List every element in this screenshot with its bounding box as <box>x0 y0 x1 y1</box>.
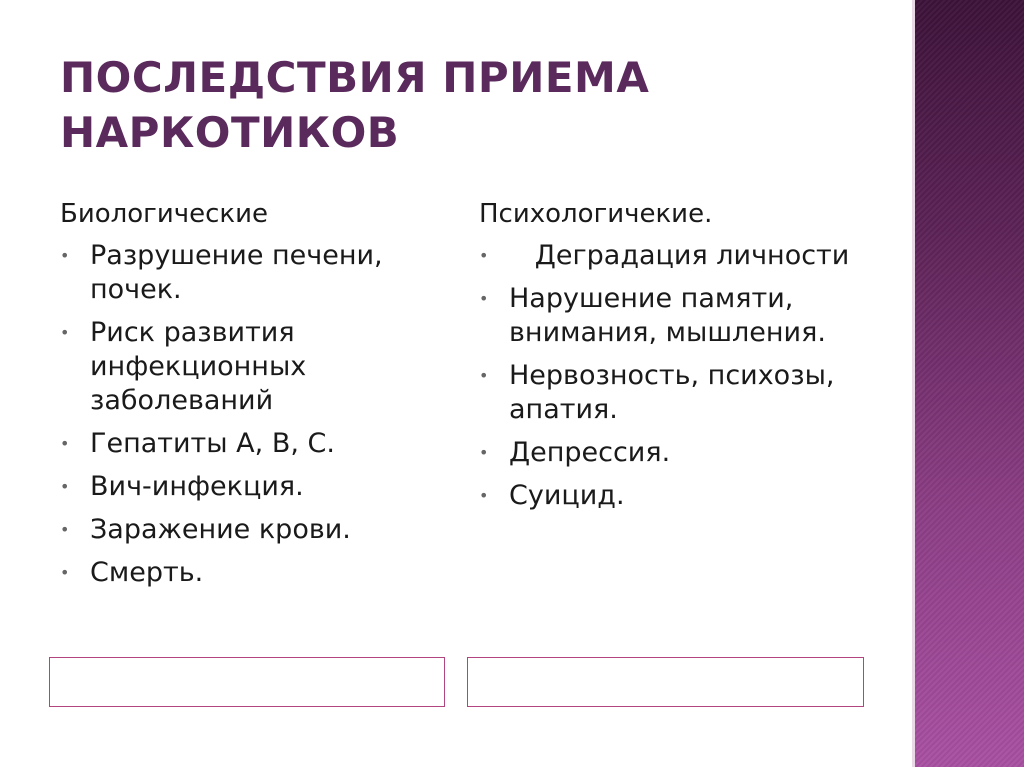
list-item <box>479 479 879 513</box>
slide-title-line-2: НАРКОТИКОВ <box>60 108 400 157</box>
list-item-text: Депрессия. <box>509 437 671 468</box>
bullet-icon: • <box>60 246 70 265</box>
list-item-text: Риск развития инфекционных заболеваний <box>90 317 307 416</box>
bullet-icon: • <box>479 289 489 308</box>
list-item-text: Суицид. <box>509 480 625 511</box>
bullet-icon: • <box>479 366 489 385</box>
bullet-icon: • <box>60 434 70 453</box>
list-item <box>60 556 440 590</box>
list-item <box>60 470 440 504</box>
bullet-icon: • <box>479 443 489 462</box>
bullet-icon: • <box>60 563 70 582</box>
decorative-side-band <box>915 0 1024 767</box>
bullet-icon: • <box>479 486 489 505</box>
empty-text-box-left <box>49 657 445 707</box>
bullet-icon: • <box>479 246 489 265</box>
list-item-text: Заражение крови. <box>90 514 351 545</box>
list-item-text: Нарушение памяти, внимания, мышления. <box>509 283 826 348</box>
list-item-text: Деградация личности <box>509 240 850 271</box>
psychological-list <box>479 239 879 513</box>
side-band-texture <box>915 0 1024 767</box>
list-item <box>479 282 879 350</box>
list-item <box>60 316 440 418</box>
list-item-text: Нервозность, психозы, апатия. <box>509 360 835 425</box>
bullet-icon: • <box>60 323 70 342</box>
biological-list <box>60 239 440 590</box>
psychological-column <box>479 197 879 522</box>
list-item <box>479 436 879 470</box>
bullet-icon: • <box>60 477 70 496</box>
list-item <box>60 513 440 547</box>
psychological-heading: Психологичекие. <box>479 199 713 229</box>
list-item-text: Вич-инфекция. <box>90 471 304 502</box>
biological-heading: Биологические <box>60 199 268 229</box>
biological-column <box>60 197 440 599</box>
list-item <box>479 239 879 273</box>
list-item <box>479 359 879 427</box>
empty-text-box-right <box>467 657 864 707</box>
slide-title-line-1: ПОСЛЕДСТВИЯ ПРИЕМА <box>60 53 650 102</box>
list-item-text: Гепатиты А, В, С. <box>90 428 335 459</box>
bullet-icon: • <box>60 520 70 539</box>
list-item-text: Разрушение печени, почек. <box>90 240 383 305</box>
list-item <box>60 427 440 461</box>
list-item <box>60 239 440 307</box>
slide-title <box>60 50 880 160</box>
list-item-text: Смерть. <box>90 557 204 588</box>
